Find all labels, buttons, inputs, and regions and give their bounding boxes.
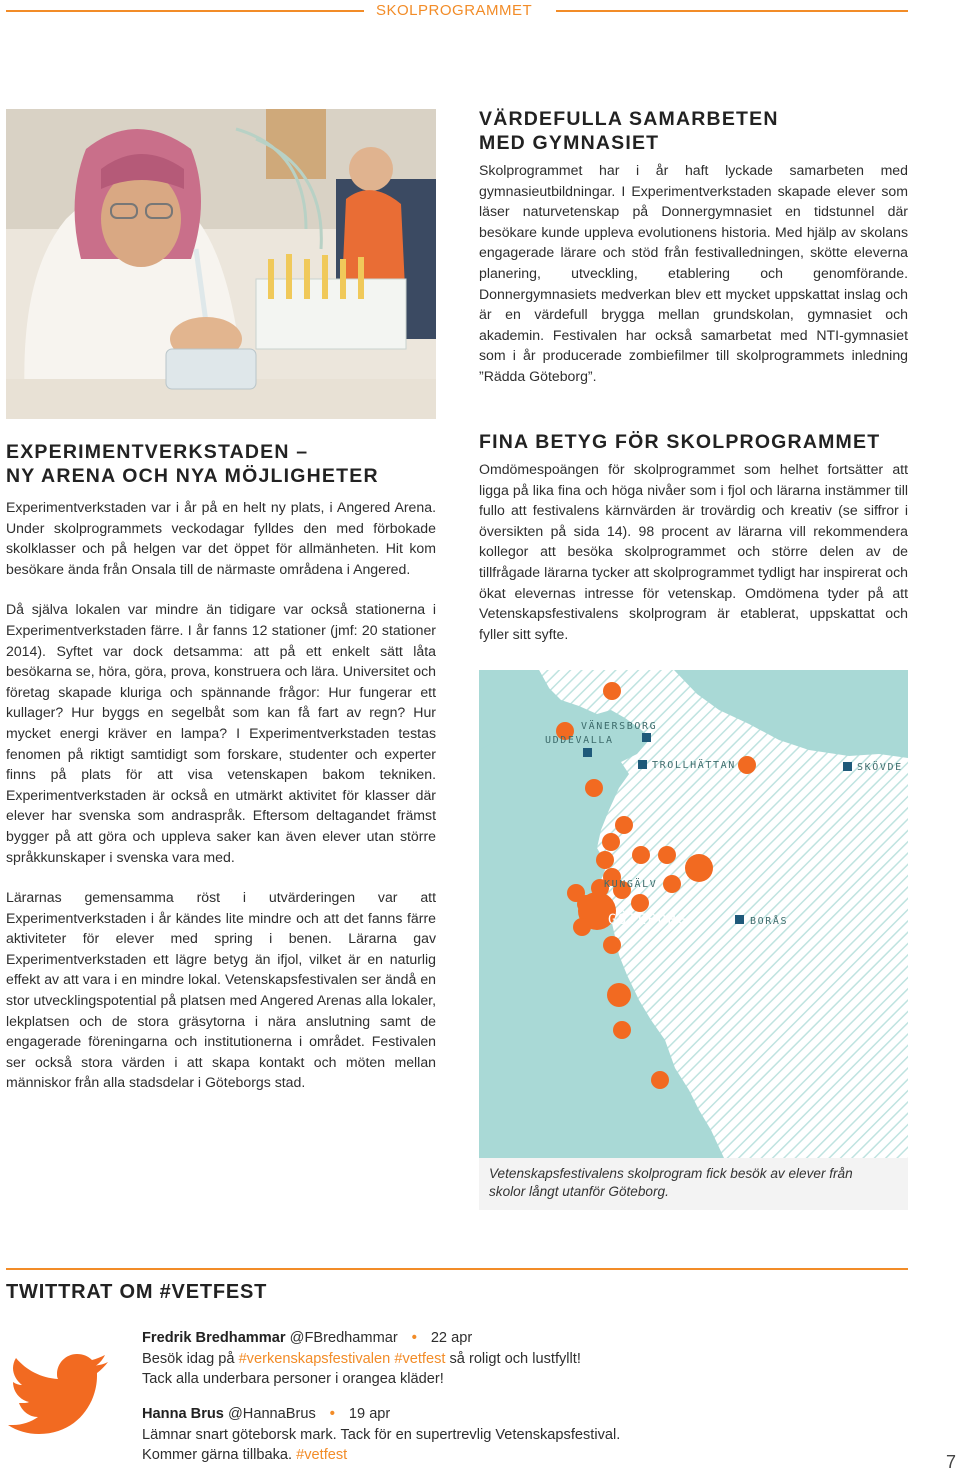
page-number: 7 <box>946 1452 957 1472</box>
city-marker-trollhattan <box>638 760 647 769</box>
tweet-header <box>142 1404 620 1425</box>
hashtag-link[interactable]: #vetfest <box>296 1447 348 1464</box>
tweet-author[interactable]: Hanna Brus <box>142 1406 224 1422</box>
tweet-text-part: så roligt och lustfyllt! <box>445 1350 581 1367</box>
bullet-icon: • <box>329 1406 335 1422</box>
article-betyg <box>479 430 908 644</box>
paragraph: Experimentverkstaden var i år på en helt ny plats, i Angered Arena. Under skolprogrammets veckodagar fylldes den med förbokade skolklasser och på helgen var det öppet för allmänheten. Hit kom besökare ända från Onsala till de närmaste områdena i Angered. <box>6 499 436 577</box>
west-sweden-map <box>479 670 908 1158</box>
city-marker-skovde <box>843 762 852 771</box>
article-experimentverkstaden <box>6 440 436 1093</box>
city-label: UDDEVALLA <box>545 735 614 746</box>
region-map <box>479 670 908 1158</box>
tweet-text: Lämnar snart göteborsk mark. Tack för en supertrevlig Vetenskapsfestival. <box>142 1426 621 1443</box>
city-label: TROLLHÄTTAN <box>652 760 736 771</box>
article-betyg-text: Omdömespoängen för skolprogrammet som helhet fortsätter att ligga på lika fina och höga nivåer som i fjol och lärarna instämmer till fullo att festivalens kärnvärden är trovärdig och kreativ (se siffror i översikten på sida 14). 98 procent av lärarna vill rekommendera kollegor att besöka skolprogrammet och större delen av de tillfrågade lärarna tycker att skolprogrammet tydligt har inspirerat och ökat elevernas intresse för vetenskap. Omdömena tyder på att Vetenskapsfestivalens skolprogram är etablerat, uppskattat och fyller sitt syfte. <box>479 461 908 642</box>
hashtag-link[interactable]: #vetfest <box>394 1350 446 1367</box>
header-rule-left <box>6 10 364 12</box>
twitter-bird-icon <box>8 1352 108 1434</box>
header-rule-right <box>556 10 908 12</box>
title-line-2: NY ARENA OCH NYA MÖJLIGHETER <box>6 465 379 487</box>
paragraph: Lärarnas gemensamma röst i utvärderingen var att Experimentverkstaden i år kändes lite mindre och att det fanns färre aktiviteter för elever med spring i benen. Lärarna gav Experimentverkstaden ett lägre betyg än ifjol, vilket är en naturlig effekt av att vara i en mindre lokal. Vetenskapsfestivalen ser ändå en stor utvecklingspotential på platsen med Angered Arenas alla lokaler, lekplatsen och de stora gräsytorna i nära anslutning samt de engagerade föreningarna och institutionerna i området. Festivalen ser också stora värden i att skapa kontakt och möten mellan människor från alla stadsdelar i Göteborgs stad. <box>6 889 436 1091</box>
section-label: SKOLPROGRAMMET <box>376 2 533 19</box>
city-label: SKÖVDE <box>857 762 903 773</box>
city-label-goteborg: GÖTEBORG <box>608 912 688 928</box>
city-marker-uddevalla <box>583 748 592 757</box>
twitter-title: TWITTRAT OM #VETFEST <box>6 1281 268 1303</box>
tweet-date: 19 apr <box>348 1406 391 1422</box>
article-experimentverkstaden-title <box>6 440 436 488</box>
bullet-icon: • <box>411 1330 417 1346</box>
tweet-text <box>142 1349 581 1370</box>
tweet-text-part: Besök idag på <box>142 1350 239 1367</box>
map-caption: Vetenskapsfestivalens skolprogram fick besök av elever från skolor långt utanför Göteborg. <box>489 1166 853 1199</box>
article-samarbeten-title <box>479 107 908 155</box>
city-label: VÄNERSBORG <box>581 721 658 732</box>
tweet-text <box>142 1445 620 1466</box>
paragraph: Då själva lokalen var mindre än tidigare var också stationerna i Experimentverkstaden färre. I år fanns 12 stationer (jmf: 20 stationer 2014). Syftet var dock detsamma: att på ett enkelt sätt låta besökarna se, höra, göra, prova, konstruera och lära. Universitet och företag skapade kluriga och spännande frågor: Hur fungerar ett kullager? Hur byggs en segelbåt som kan få fart av regn? Hur mycket energi kräver en lampa? I Experimentverkstaden testas fenomen på riktigt samtidigt som forskare, studenter och experter finns på plats för att visa vetenskapen bakom tekniken. Experimentverkstaden är också en utmärkt aktivitet för klasser där elever har svenska som andraspråk. Eftersom deltagandet främst bygger på att göra och uppleva saker kan även elever utan större språkkunskaper i svenska vara med. <box>6 601 436 865</box>
hashtag-link[interactable]: #verkenskapsfestivalen <box>238 1350 391 1367</box>
article-experimentverkstaden-text <box>6 497 436 1093</box>
photo-lab-student-icon <box>6 109 436 419</box>
lab-photo <box>6 109 436 419</box>
twitter-rule <box>6 1268 908 1270</box>
title-line-2: MED GYMNASIET <box>479 132 660 154</box>
tweet-text: Tack alla underbara personer i orangea kläder! <box>142 1371 444 1388</box>
title-line-1: VÄRDEFULLA SAMARBETEN <box>479 108 779 130</box>
article-samarbeten <box>479 107 908 387</box>
title-line-1: EXPERIMENTVERKSTADEN – <box>6 441 309 463</box>
tweet-date: 22 apr <box>430 1330 473 1346</box>
city-label: BORÅS <box>750 916 789 927</box>
tweet <box>142 1404 620 1466</box>
city-marker-boras <box>735 915 744 924</box>
tweet <box>142 1328 581 1390</box>
tweet-handle[interactable]: @HannaBrus <box>227 1406 316 1422</box>
tweet-header <box>142 1328 581 1349</box>
tweet-handle[interactable]: @FBredhammar <box>289 1330 398 1346</box>
city-label: KUNGÄLV <box>604 879 658 890</box>
tweet-author[interactable]: Fredrik Bredhammar <box>142 1330 286 1346</box>
tweet-text-part: Kommer gärna tillbaka. <box>142 1447 297 1464</box>
article-betyg-title: FINA BETYG FÖR SKOLPROGRAMMET <box>479 431 881 453</box>
article-samarbeten-text: Skolprogrammet har i år haft lyckade samarbeten med gymnasieutbildningar. I Experimentverkstaden skapade elever som läser naturvetenskap på Donnergymnasiet en tidstunnel där besökare kunde uppleva evolutionens historia. Med hjälp av skolans engagerade lärare och stöd från festivalledningen, skötte eleverna planering, utveckling, etablering och genomförande. Donnergymnasiets medverkan blev ett mycket uppskattat inslag och är en värdefull brygga mellan grundskolan, gymnasiet och akademin. Festivalen har också samarbetat med NTI-gymnasiet som i år producerade zombiefilmer till skolprogrammets inledning ”Rädda Göteborg”. <box>479 162 908 384</box>
city-marker-vanersborg <box>642 733 651 742</box>
